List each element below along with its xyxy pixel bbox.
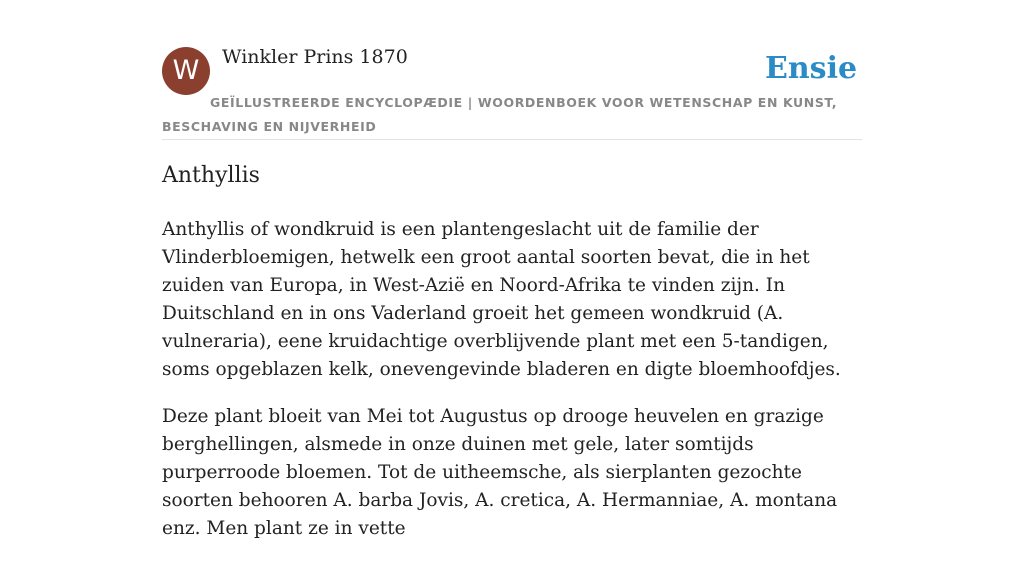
entry-paragraph: Deze plant bloeit van Mei tot Augustus op drooge heuvelen en grazige berghellingen, alsmede in onze duinen met gele, later somtijds purperroode bloemen. Tot de uitheemsche, als sierplanten gezochte soorten behooren A. barba Jovis, A. cretica, A. Hermanniae, A. montana enz. Men plant ze in vette	[162, 406, 838, 539]
source-avatar[interactable]: W	[162, 47, 210, 95]
entry-body	[162, 216, 862, 562]
ensie-logo[interactable]: Ensie	[765, 51, 858, 86]
header-divider	[162, 139, 862, 140]
source-title[interactable]: Winkler Prins 1870	[222, 46, 408, 68]
entry-title: Anthyllis	[162, 163, 260, 188]
source-subtitle: GEÏLLUSTREERDE ENCYCLOPÆDIE | WOORDENBOEK VOOR WETENSCHAP EN KUNST, BESCHAVING EN NIJVERHEID	[162, 95, 838, 134]
entry-paragraph: Anthyllis of wondkruid is een plantengeslacht uit de familie der Vlinderbloemigen, hetwelk een groot aantal soorten bevat, die in het zuiden van Europa, in West-Azië en Noord-Afrika te vinden zijn. In Duitschland en in ons Vaderland groeit het gemeen wondkruid (A. vulneraria), eene kruidachtige overblijvende plant met een 5-tandigen, soms opgeblazen kelk, onevengevinde bladeren en digte bloemhoofdjes.	[162, 219, 841, 380]
